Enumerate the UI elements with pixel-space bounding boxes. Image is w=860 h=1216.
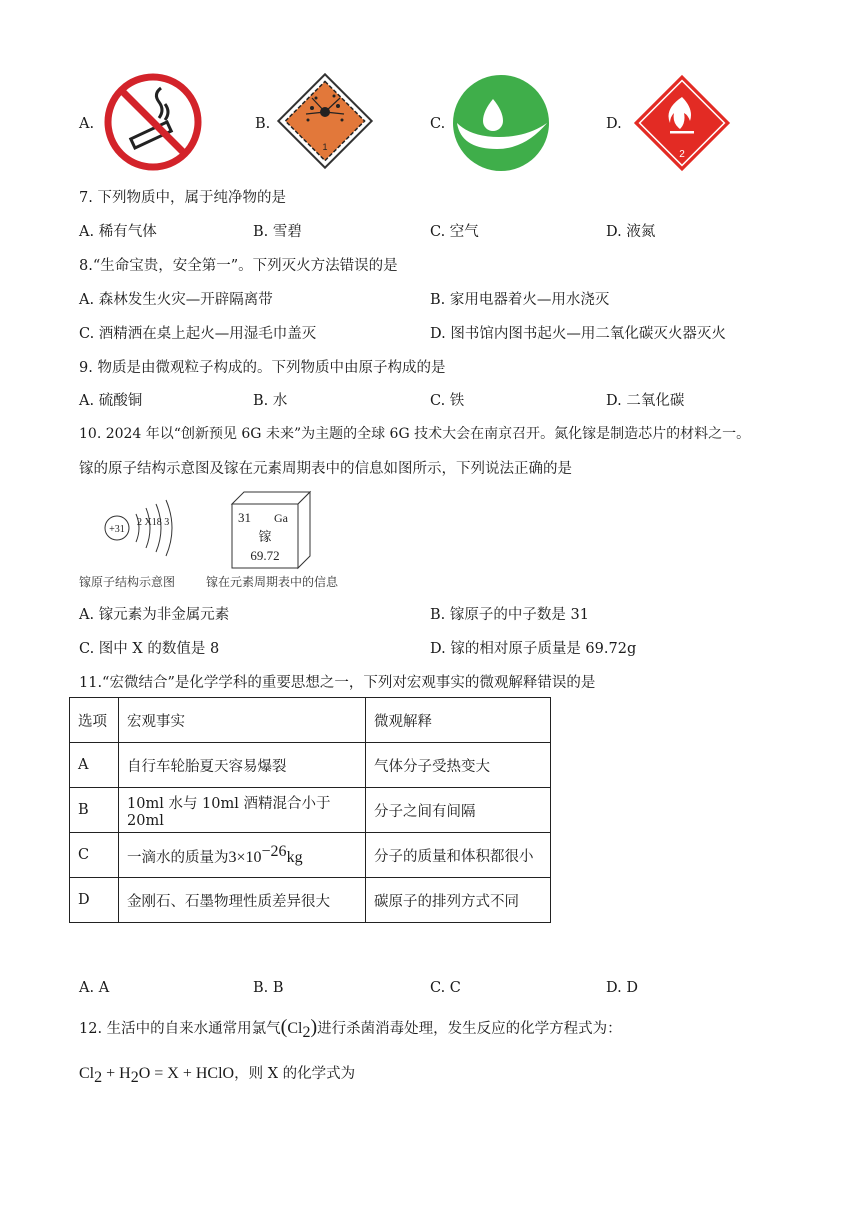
- row-fact: [119, 833, 366, 878]
- element-mass: 69.72: [250, 548, 280, 563]
- row-explain: 碳原子的排列方式不同: [366, 878, 551, 923]
- q12-cl: Cl: [287, 1020, 303, 1037]
- row-fact: 10ml 水与 10ml 酒精混合小于 20ml: [119, 788, 366, 833]
- table-row: [70, 788, 551, 833]
- row-option: C: [70, 833, 119, 878]
- q12-paren-close: ): [310, 1016, 318, 1038]
- element-symbol: Ga: [274, 511, 288, 525]
- row-fact: 金刚石、石墨物理性质差异很大: [119, 878, 366, 923]
- option-c-label: C.: [430, 116, 446, 132]
- water-saving-sign-icon: [451, 73, 551, 173]
- q9-option-a: A. 硫酸铜: [79, 393, 143, 409]
- eq-plus-h: + H: [102, 1065, 131, 1082]
- q9-option-b: B. 水: [253, 393, 288, 409]
- q10-option-a: A. 镓元素为非金属元素: [79, 607, 230, 623]
- q12-equation: [79, 1062, 355, 1087]
- fact-base: 3×10: [228, 848, 262, 866]
- q12-cl-sub: 2: [302, 1023, 311, 1041]
- eq-cl-sub: 2: [94, 1068, 103, 1086]
- q11-option-d: D. D: [606, 980, 638, 996]
- header-option: 选项: [70, 698, 119, 743]
- q11-option-c: C. C: [430, 980, 461, 996]
- explosive-sign-icon: [272, 68, 378, 174]
- eq-h-sub: 2: [130, 1068, 139, 1086]
- q8-option-c: C. 酒精洒在桌上起火—用湿毛巾盖灭: [79, 326, 317, 342]
- q7-option-b: B. 雪碧: [253, 224, 302, 240]
- header-explain: 微观解释: [366, 698, 551, 743]
- option-b-label: B.: [255, 116, 271, 132]
- q12-paren-open: (: [280, 1016, 288, 1038]
- q9-option-c: C. 铁: [430, 393, 465, 409]
- element-name: 镓: [258, 530, 272, 545]
- q8-stem: 8.“生命宝贵，安全第一”。下列灭火方法错误的是: [79, 258, 398, 274]
- row-option: A: [70, 743, 119, 788]
- fact-unit: kg: [286, 848, 303, 866]
- eq-cl: Cl: [79, 1065, 95, 1082]
- header-fact: 宏观事实: [119, 698, 366, 743]
- q7-option-c: C. 空气: [430, 224, 479, 240]
- q10-option-c: C. 图中 X 的数值是 8: [79, 641, 220, 657]
- q9-stem: 9. 物质是由微观粒子构成的。下列物质中由原子构成的是: [79, 360, 446, 376]
- q11-option-b: B. B: [253, 980, 284, 996]
- explosive-sign-number: 1: [322, 142, 328, 152]
- table-row: [70, 833, 551, 878]
- fact-exp: −26: [261, 843, 287, 861]
- gallium-atom-diagram-icon: [100, 492, 190, 568]
- no-smoking-sign-icon: [101, 72, 205, 172]
- row-explain: 气体分子受热变大: [366, 743, 551, 788]
- q12-stem-suffix: 进行杀菌消毒处理，发生反应的化学方程式为：: [317, 1021, 622, 1037]
- row-explain: 分子的质量和体积都很小: [366, 833, 551, 878]
- element-cell-caption: 镓在元素周期表中的信息: [206, 575, 339, 589]
- eq-tail: ，则 X 的化学式为: [234, 1066, 356, 1082]
- row-option: B: [70, 788, 119, 833]
- gallium-element-cell-icon: [226, 490, 312, 570]
- flammable-gas-sign-icon: [630, 71, 734, 175]
- row-fact: 自行车轮胎夏天容易爆裂: [119, 743, 366, 788]
- q8-option-a: A. 森林发生火灾—开辟隔离带: [79, 292, 273, 308]
- q7-option-a: A. 稀有气体: [79, 224, 157, 240]
- q10-stem-line2: 镓的原子结构示意图及镓在元素周期表中的信息如图所示，下列说法正确的是: [79, 461, 572, 477]
- q7-stem: 7. 下列物质中，属于纯净物的是: [79, 190, 286, 206]
- table-header-row: [70, 698, 551, 743]
- q11-stem: 11.“宏微结合”是化学学科的重要思想之一，下列对宏观事实的微观解释错误的是: [79, 675, 596, 691]
- flammable-sign-number: 2: [679, 149, 685, 160]
- q12-stem: [79, 1016, 622, 1042]
- q10-stem-line1: 10. 2024 年以“创新预见 6G 未来”为主题的全球 6G 技术大会在南京召开。氮化镓是制造芯片的材料之一。: [79, 426, 751, 442]
- table-row: [70, 743, 551, 788]
- q9-option-d: D. 二氧化碳: [606, 393, 685, 409]
- element-number: 31: [238, 510, 251, 525]
- q11-table: [69, 697, 551, 923]
- atom-diagram-caption: 镓原子结构示意图: [79, 575, 176, 589]
- row-explain: 分子之间有间隔: [366, 788, 551, 833]
- row-option: D: [70, 878, 119, 923]
- q10-option-b: B. 镓原子的中子数是 31: [430, 607, 589, 623]
- eq-rest: O = X + HClO: [138, 1065, 235, 1082]
- atom-shells: 2 X18 3: [137, 517, 170, 528]
- q7-option-d: D. 液氮: [606, 224, 656, 240]
- q10-option-d: D. 镓的相对原子质量是 69.72g: [430, 641, 637, 657]
- q8-option-b: B. 家用电器着火—用水浇灭: [430, 292, 610, 308]
- atom-nucleus: +31: [109, 524, 125, 535]
- fact-prefix: 一滴水的质量为: [127, 849, 229, 866]
- q8-option-d: D. 图书馆内图书起火—用二氧化碳灭火器灭火: [430, 326, 726, 342]
- q11-option-a: A. A: [79, 980, 110, 996]
- option-d-label: D.: [606, 116, 622, 132]
- q12-stem-prefix: 12. 生活中的自来水通常用氯气: [79, 1021, 281, 1037]
- table-row: [70, 878, 551, 923]
- option-a-label: A.: [79, 116, 95, 132]
